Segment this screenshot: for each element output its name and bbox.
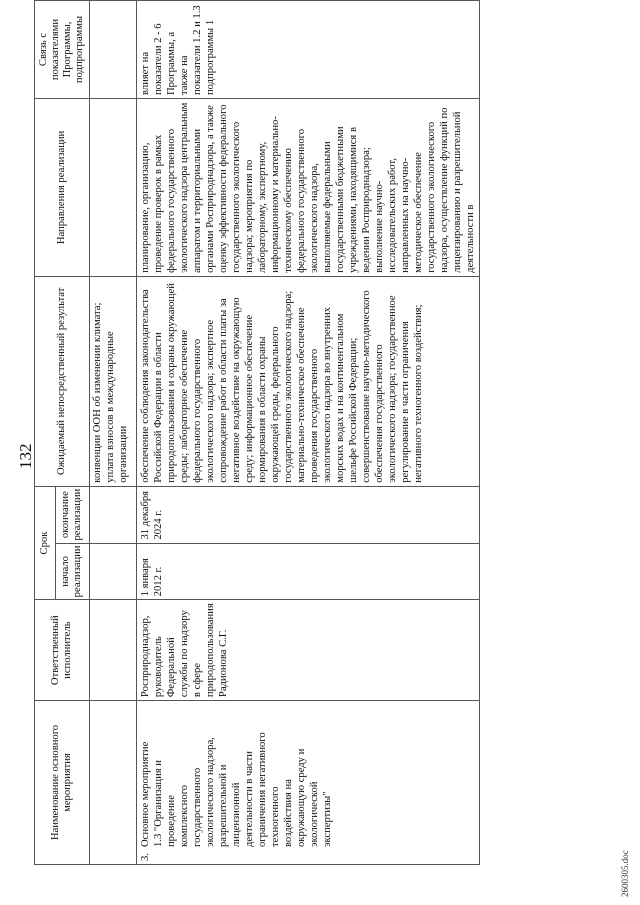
footer-filename: 2600305.doc (620, 850, 630, 897)
cont-name-cell (90, 701, 137, 865)
row-number: 3. (140, 853, 151, 861)
program-table (34, 0, 480, 865)
page-number: 132 (16, 443, 35, 469)
header-name: Наименование основного мероприятия (35, 701, 90, 865)
header-start: начало реализации (55, 543, 89, 600)
row-result: обеспечение соблюдения законодательства Российской Федерации в области природопользования и охраны окружающей среды; лабораторное обеспечение федерального государственного экологического надзора; экспертное сопровождение работ в области платы за негативное воздействие на окружающую среду; информационное обеспечение нормирования в области охраны окружающей среды, федерального государственного экологического надзора; материально-техническое обеспечение проведения государственного экологического надзора во внутренних морских водах и на континентальном шельфе Российской Федерации; совершенствование научно-методического обеспечения государственного экологического надзора; государственное регулирование в части ограничения негативного техногенного воздействия; (137, 276, 480, 486)
header-direction: Направления реализации (35, 99, 90, 277)
row-responsible: Росприроднадзор, руководитель Федеральной службы по надзору в сфере природопользования Радионова С.Г. (137, 600, 480, 701)
header-link: Связь с показателями Программы, подпрограммы (35, 1, 90, 99)
table-row (137, 1, 480, 865)
cont-link-cell (90, 1, 137, 99)
cont-end-cell (90, 486, 137, 543)
row-link: влияет на показатели 2 - 6 Программы, а также на показатели 1.2 и 1.3 подпрограммы 1 (137, 1, 480, 99)
row-start: 1 января 2012 г. (137, 543, 480, 600)
cont-result-cell: конвенции ООН об изменении климата; уплата взносов в международные организации (90, 276, 137, 486)
row-direction: планирование, организацию, проведение проверок в рамках федерального государственного экологического надзора центральным аппаратом и территориальными органами Росприроднадзора, а также оценку эффективности федерального государственного экологического надзора; мероприятия по лабораторному, экспертному, информационному и материально-техническому обеспечению федерального государственного экологического надзора, выполняемые федеральными государственными бюджетными учреждениями, находящимися в ведении Росприроднадзора; выполнение научно-исследовательских работ, направленных на научно-методическое обеспечение государственного экологического надзора, осуществление функций по лицензированию и разрешительной деятельности в (137, 99, 480, 277)
header-responsible: Ответственный исполнитель (35, 600, 90, 701)
cont-start-cell (90, 543, 137, 600)
cont-direction-cell (90, 99, 137, 277)
header-end: окончание реализации (55, 486, 89, 543)
header-term: Срок (35, 486, 56, 600)
row-end: 31 декабря 2024 г. (137, 486, 480, 543)
row-name: Основное мероприятие 1.3 "Организация и проведение комплексного государственного экологического надзора, разрешительной и лицензионной деятельности в части ограничения негативного техногенного воздействия на окружающую среду и экологической экспертизы" (140, 732, 333, 847)
header-result: Ожидаемый непосредственный результат (35, 276, 90, 486)
continuation-row (90, 1, 137, 865)
row-name-cell (137, 701, 480, 865)
cont-responsible-cell (90, 600, 137, 701)
